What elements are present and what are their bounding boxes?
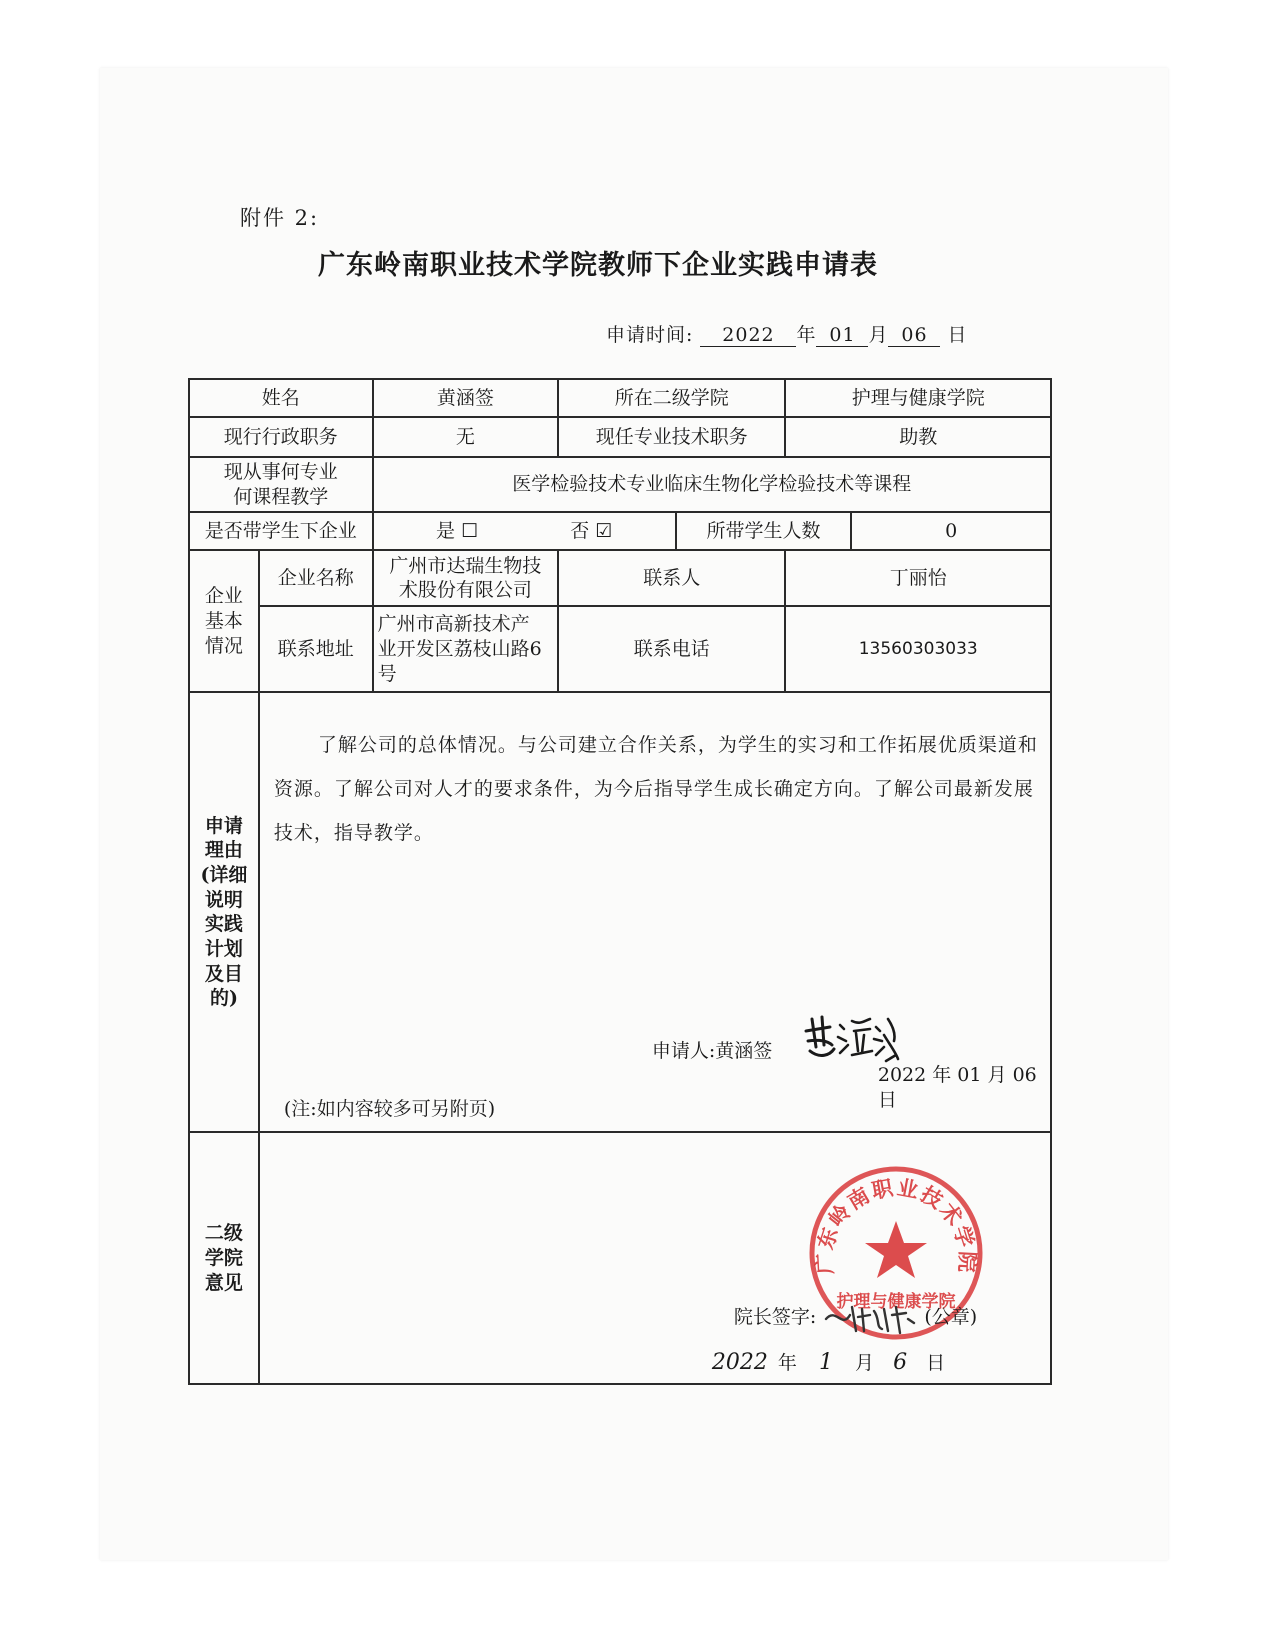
opinion-month: 1 (818, 1350, 833, 1376)
reason-label-line: (详细 (200, 864, 248, 886)
apply-date-label: 申请时间: (606, 324, 694, 346)
reason-label-line: 实践 (204, 913, 243, 936)
reason-section-label (189, 692, 259, 1132)
company-label-line: 情况 (204, 634, 243, 657)
company-label-line: 基本 (204, 610, 243, 633)
opinion-label-line: 学院 (204, 1247, 243, 1270)
tech-title-value: 助教 (785, 417, 1051, 457)
dean-signature-line (734, 1301, 977, 1335)
applicant-label: 申请人:黄涵签 (651, 1040, 773, 1063)
with-students-label: 是否带学生下企业 (189, 512, 373, 550)
opinion-label-line: 二级 (204, 1222, 243, 1245)
day-char: 日 (947, 324, 968, 346)
dean-label: 院长签字: (733, 1306, 817, 1329)
seal-inner-text: 护理与健康学院 (836, 1292, 956, 1313)
opinion-label-line: 意见 (204, 1271, 243, 1294)
phone-value: 13560303033 (785, 606, 1051, 692)
reason-label-line: 及目 (204, 962, 243, 985)
no-checkbox: ☑ (595, 520, 613, 543)
yes-label: 是 (436, 520, 456, 543)
teaching-label-line-1: 现从事何专业 (223, 461, 338, 483)
company-name-label: 企业名称 (259, 550, 373, 606)
apply-year: 2022 (700, 324, 796, 347)
year-char: 年 (796, 324, 817, 346)
apply-date (606, 320, 968, 347)
teaching-label (189, 457, 373, 512)
reason-label-line: 申请 (204, 814, 243, 837)
college-label: 所在二级学院 (558, 379, 785, 417)
opinion-section-label (189, 1132, 259, 1384)
student-count-value: 0 (851, 512, 1051, 550)
contact-label: 联系人 (558, 550, 785, 606)
opinion-content (259, 1132, 1051, 1384)
phone-label: 联系电话 (558, 606, 785, 692)
reason-content (259, 692, 1051, 1132)
reason-label-line: 说明 (204, 888, 243, 911)
address-value (373, 606, 559, 692)
form-title: 广东岭南职业技术学院教师下企业实践申请表 (318, 250, 878, 281)
name-value: 黄涵签 (373, 379, 559, 417)
company-section-label (189, 550, 259, 692)
seal-label: (公章) (924, 1306, 978, 1329)
company-name-value (373, 550, 559, 606)
opinion-day: 6 (893, 1350, 908, 1376)
seal-star-icon (865, 1221, 927, 1278)
opinion-day-char: 日 (926, 1352, 946, 1375)
dean-signature (822, 1301, 918, 1335)
address-line: 业开发区荔枝山路6 (377, 638, 542, 661)
application-table (188, 378, 1052, 1385)
college-value: 护理与健康学院 (785, 379, 1051, 417)
contact-value: 丁丽怡 (785, 550, 1051, 606)
company-name-line: 广州市达瑞生物技 (389, 554, 542, 577)
opinion-year-char: 年 (777, 1352, 797, 1375)
attachment-label: 附件 2: (240, 206, 320, 230)
yes-checkbox: ☐ (461, 520, 479, 543)
admin-post-label: 现行行政职务 (189, 417, 373, 457)
note-text: (注:如内容较多可另附页) (283, 1098, 496, 1121)
student-count-label: 所带学生人数 (676, 512, 852, 550)
seal-outer-text: 广东岭南职业技术学院 (811, 1174, 981, 1276)
teaching-label-line-2: 何课程教学 (233, 485, 329, 508)
with-students-options (373, 512, 676, 550)
opinion-date (708, 1349, 945, 1378)
signature-scribble (800, 1011, 900, 1067)
tech-title-label: 现任专业技术职务 (558, 417, 785, 457)
opinion-year: 2022 (711, 1350, 768, 1376)
reason-label-line: 的) (209, 987, 238, 1010)
month-char: 月 (868, 324, 889, 346)
reason-label-line: 理由 (204, 839, 243, 862)
apply-day: 06 (888, 324, 940, 347)
admin-post-value: 无 (373, 417, 559, 457)
teaching-value: 医学检验技术专业临床生物化学检验技术等课程 (373, 457, 1051, 512)
reason-text: 了解公司的总体情况。与公司建立合作关系，为学生的实习和工作拓展优质渠道和资源。了解公司对人才的要求条件，为今后指导学生成长确定方向。了解公司最新发展技术，指导教学。 (273, 734, 1038, 845)
opinion-month-char: 月 (855, 1352, 875, 1375)
no-label: 否 (570, 520, 590, 543)
company-label-line: 企业 (204, 585, 243, 608)
reason-label-line: 计划 (204, 938, 243, 961)
apply-month: 01 (816, 324, 868, 347)
address-label: 联系地址 (259, 606, 373, 692)
address-line: 号 (377, 662, 397, 685)
name-label: 姓名 (189, 379, 373, 417)
company-name-line: 术股份有限公司 (398, 579, 532, 602)
address-line: 广州市高新技术产 (377, 613, 530, 636)
applicant-date: 2022 年 01 月 06 日 (877, 1064, 1037, 1112)
